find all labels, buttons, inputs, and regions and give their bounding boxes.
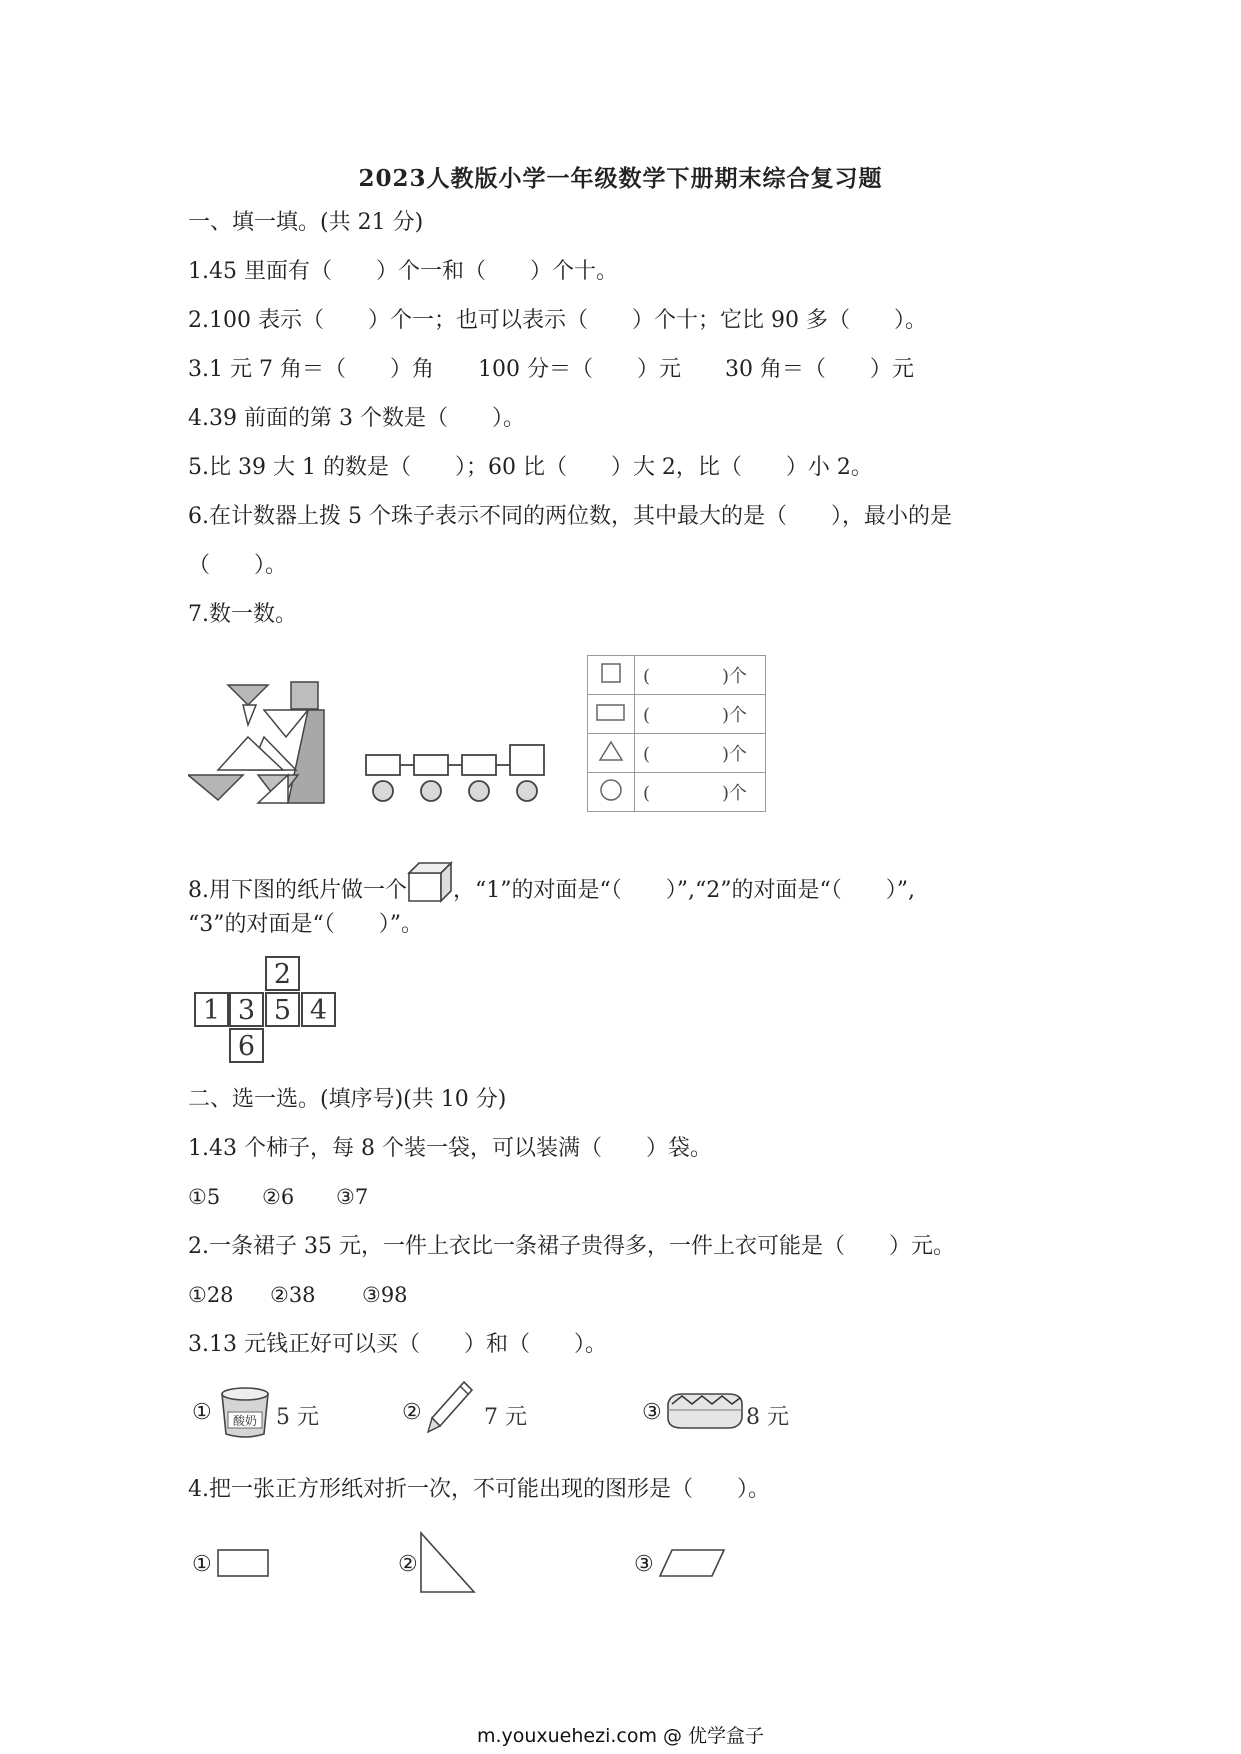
price-label: 7 元 [484, 1405, 527, 1430]
triangle-icon [598, 739, 624, 763]
net-cell: 5 [265, 992, 300, 1027]
square-icon [599, 661, 623, 685]
option: ②38 [270, 1283, 316, 1307]
parallelogram-shape-icon [656, 1546, 728, 1580]
rectangle-icon [596, 701, 626, 723]
net-cell: 1 [194, 992, 229, 1027]
question-2-1: 1.43 个柿子，每 8 个装一袋，可以装满（ ）袋。 [188, 1136, 712, 1161]
question-1-3: 3.1 元 7 角＝（ ）角 100 分＝（ ）元 30 角＝（ ）元 [188, 357, 914, 382]
option: ①28 [188, 1283, 234, 1307]
yogurt-label: 酸奶 [232, 1414, 258, 1428]
section2-heading: 二、选一选。(填序号)(共 10 分) [188, 1087, 507, 1112]
table-row [588, 656, 766, 695]
option-number: ② [398, 1552, 418, 1577]
option: ①5 [188, 1185, 221, 1209]
table-row [588, 695, 766, 734]
net-cell: 6 [229, 1028, 264, 1063]
price-label: 5 元 [276, 1405, 319, 1430]
price-label: 8 元 [746, 1405, 789, 1430]
question-2-4: 4.把一张正方形纸对折一次，不可能出现的图形是（ ）。 [188, 1477, 770, 1502]
option-number: ① [192, 1400, 212, 1425]
count-cell[interactable]: ( )个 [635, 656, 766, 695]
question-1-8-part-b: ，“1”的对面是“（ ）”,“2”的对面是“（ ）”, [453, 878, 915, 903]
question-1-2: 2.100 表示（ ）个一；也可以表示（ ）个十；它比 90 多（ ）。 [188, 308, 927, 333]
question-1-4: 4.39 前面的第 3 个数是（ ）。 [188, 406, 525, 431]
option-number: ① [192, 1552, 212, 1577]
net-cell: 2 [265, 956, 300, 991]
section1-heading: 一、填一填。(共 21 分) [188, 210, 424, 235]
circle-icon [598, 777, 624, 803]
tangram-figure [188, 675, 338, 805]
option: ③7 [336, 1185, 369, 1209]
option-number: ② [402, 1400, 422, 1425]
count-cell[interactable]: ( )个 [635, 695, 766, 734]
page-title: 2023人教版小学一年级数学下册期末综合复习题 [358, 165, 883, 192]
pencil-case-icon [664, 1388, 746, 1432]
net-cell: 4 [301, 992, 336, 1027]
question-2-3: 3.13 元钱正好可以买（ ）和（ ）。 [188, 1332, 607, 1357]
table-row [588, 734, 766, 773]
rectangle-shape-icon [216, 1546, 272, 1580]
option: ②6 [262, 1185, 295, 1209]
question-1-6-line1: 6.在计数器上拨 5 个珠子表示不同的两位数，其中最大的是（ ），最小的是 [188, 504, 952, 529]
cube-icon [407, 861, 453, 903]
right-triangle-shape-icon [418, 1530, 478, 1596]
table-row [588, 773, 766, 812]
pencil-icon [424, 1378, 476, 1438]
count-cell[interactable]: ( )个 [635, 734, 766, 773]
shape-count-table [587, 655, 766, 812]
question-1-1: 1.45 里面有（ ）个一和（ ）个十。 [188, 259, 618, 284]
question-1-5: 5.比 39 大 1 的数是（ ）；60 比（ ）大 2，比（ ）小 2。 [188, 455, 873, 480]
option-number: ③ [642, 1400, 662, 1425]
question-1-8-line1 [188, 861, 915, 906]
question-1-6-line2: （ ）。 [188, 553, 288, 578]
count-cell[interactable]: ( )个 [635, 773, 766, 812]
yogurt-icon [216, 1382, 274, 1440]
option: ③98 [362, 1283, 408, 1307]
option-number: ③ [634, 1552, 654, 1577]
question-1-8-line2: “3”的对面是“（ ）”。 [188, 912, 423, 937]
question-2-2: 2.一条裙子 35 元，一件上衣比一条裙子贵得多，一件上衣可能是（ ）元。 [188, 1234, 955, 1259]
footer-watermark: m.youxuehezi.com @ 优学盒子 [476, 1725, 765, 1747]
question-1-7: 7.数一数。 [188, 602, 297, 627]
train-figure [364, 740, 549, 810]
net-cell: 3 [229, 992, 264, 1027]
question-1-8-part-a: 8.用下图的纸片做一个 [188, 878, 407, 903]
